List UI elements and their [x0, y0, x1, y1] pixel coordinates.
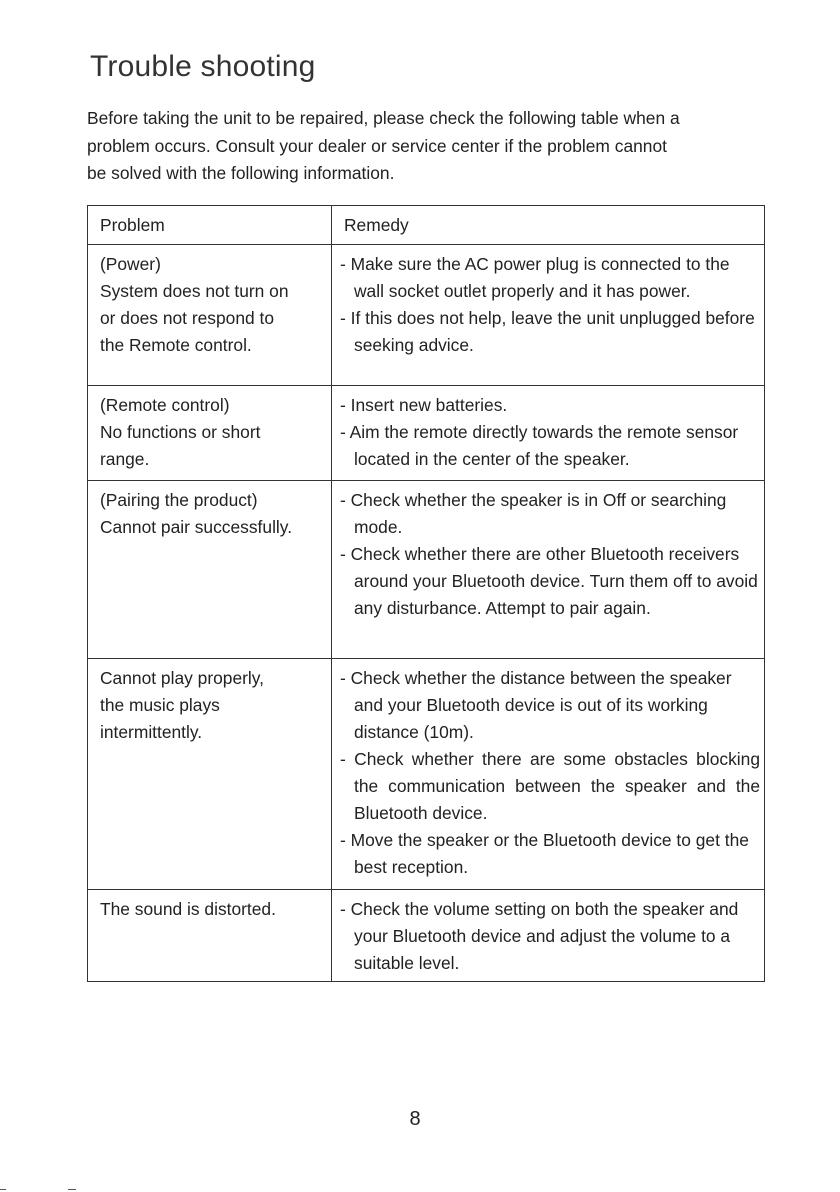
remedy-item: - Make sure the AC power plug is connected to the wall socket outlet properly and it has power.	[340, 254, 730, 301]
remedy-cell	[332, 481, 765, 659]
problem-cell	[88, 386, 332, 481]
problem-text: The sound is distorted.	[100, 899, 276, 919]
remedy-cell	[332, 890, 765, 982]
problem-text: range.	[100, 449, 150, 469]
problem-text: No functions or short	[100, 422, 261, 442]
crop-mark	[0, 1189, 6, 1190]
intro-line: Before taking the unit to be repaired, please check the following table when a	[87, 108, 680, 128]
table-row	[88, 481, 765, 659]
remedy-item: - Check whether the speaker is in Off or searching mode.	[340, 490, 727, 537]
remedy-item: - Check whether there are some obstacles blocking the communication between the speaker and the Bluetooth device.	[340, 749, 760, 823]
problem-text: (Power)	[100, 254, 161, 274]
column-header-remedy: Remedy	[332, 206, 765, 245]
table-row	[88, 386, 765, 481]
remedy-cell	[332, 386, 765, 481]
column-header-problem: Problem	[88, 206, 332, 245]
problem-text: Cannot pair successfully.	[100, 517, 293, 537]
intro-paragraph	[87, 105, 777, 188]
problem-text: Cannot play properly,	[100, 668, 265, 688]
problem-text: the Remote control.	[100, 335, 252, 355]
remedy-cell	[332, 245, 765, 386]
crop-mark	[68, 1189, 76, 1190]
problem-text: (Pairing the product)	[100, 490, 258, 510]
remedy-item: - If this does not help, leave the unit unplugged before seeking advice.	[340, 308, 755, 355]
intro-line: problem occurs. Consult your dealer or service center if the problem cannot	[87, 135, 667, 156]
remedy-cell	[332, 659, 765, 890]
table-row	[88, 659, 765, 890]
remedy-item: - Check whether there are other Bluetooth receivers around your Bluetooth device. Turn them off to avoid any disturbance. Attempt to pair again.	[340, 544, 758, 618]
remedy-item: - Move the speaker or the Bluetooth device to get the best reception.	[340, 830, 749, 877]
problem-text: or does not respond to	[100, 308, 275, 328]
table-row	[88, 245, 765, 386]
table-header-row	[88, 206, 765, 245]
remedy-item: - Insert new batteries.	[340, 395, 508, 415]
problem-cell	[88, 890, 332, 982]
problem-cell	[88, 245, 332, 386]
problem-cell	[88, 659, 332, 890]
problem-text: (Remote control)	[100, 395, 230, 415]
table-row	[88, 890, 765, 982]
problem-cell	[88, 481, 332, 659]
remedy-item: - Check whether the distance between the speaker and your Bluetooth device is out of its working distance (10m).	[340, 668, 732, 742]
problem-text: the music plays	[100, 695, 220, 715]
page-title: Trouble shooting	[90, 50, 316, 83]
troubleshooting-table	[87, 205, 765, 982]
remedy-item: - Check the volume setting on both the speaker and your Bluetooth device and adjust the volume to a suitable level.	[340, 899, 739, 973]
intro-line: be solved with the following information.	[87, 163, 395, 183]
problem-text: System does not turn on	[100, 281, 289, 301]
page-number: 8	[409, 1108, 421, 1130]
problem-text: intermittently.	[100, 722, 203, 742]
remedy-item: - Aim the remote directly towards the remote sensor located in the center of the speaker.	[340, 422, 739, 469]
